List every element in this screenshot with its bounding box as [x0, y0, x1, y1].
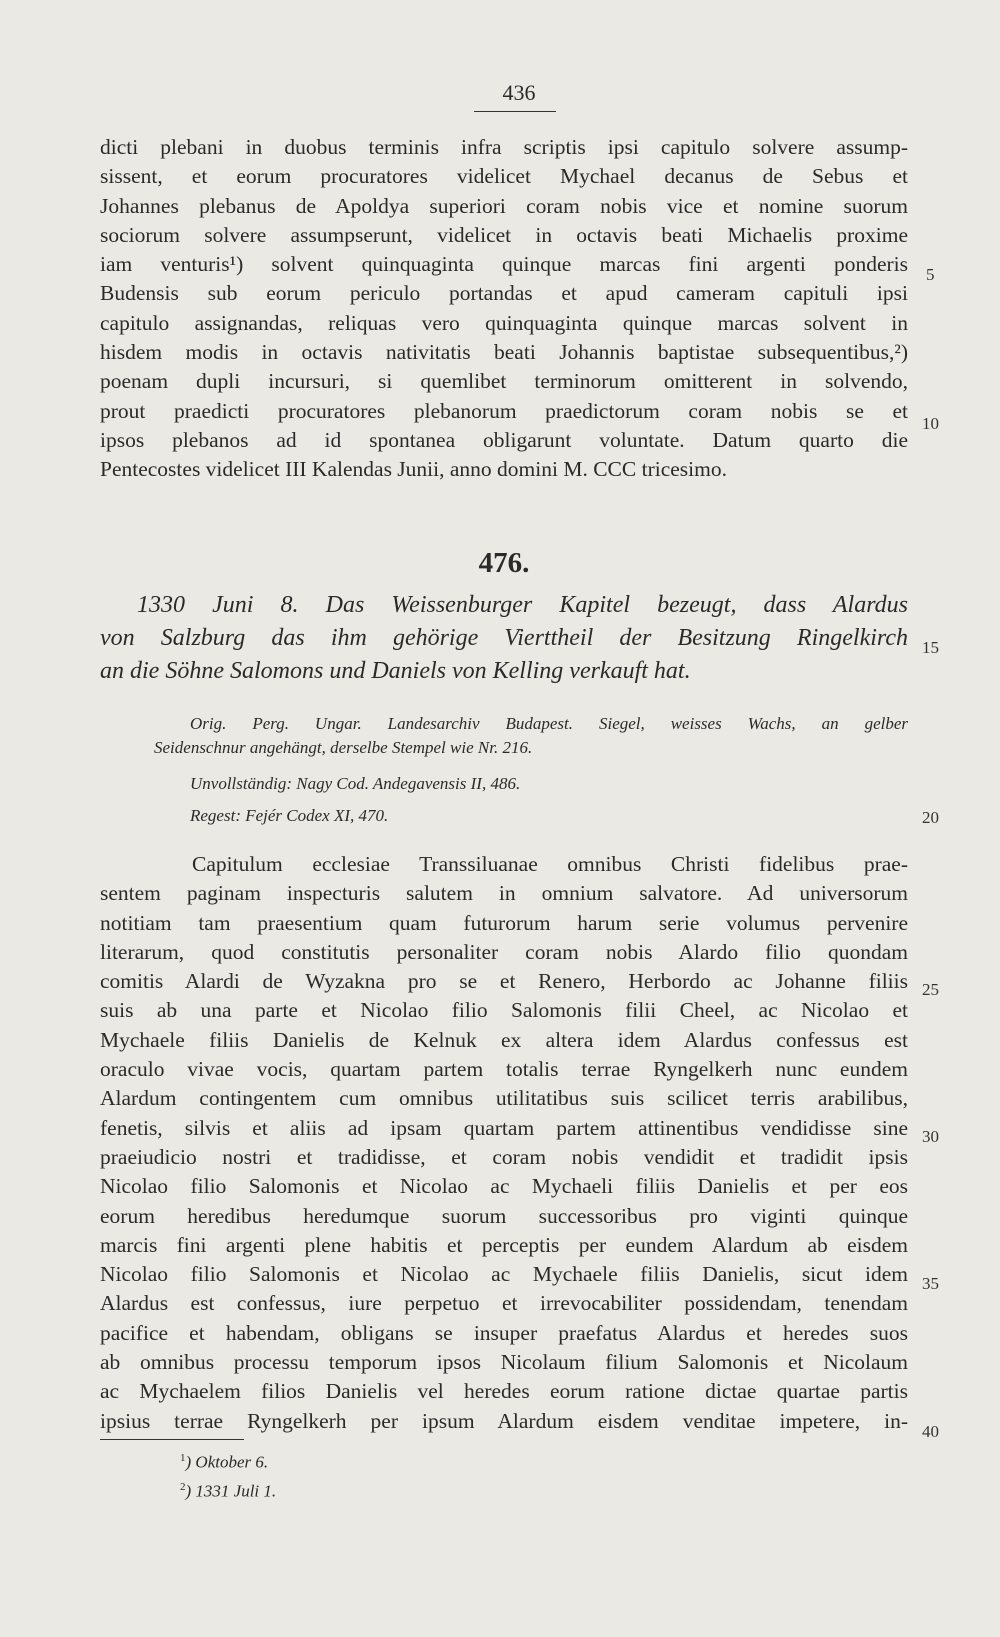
text-line: ac Mychaelem filios Danielis vel heredes eorum ratione dictae quartae partis: [100, 1379, 908, 1404]
text-line: iam venturis¹) solvent quinquaginta quinque marcas fini argenti ponderis: [100, 252, 908, 277]
text-line: oraculo vivae vocis, quartam partem totalis terrae Ryngelkerh nunc eundem: [100, 1057, 908, 1082]
archival-note-continued: [154, 736, 908, 760]
text-line: dicti plebani in duobus terminis infra scriptis ipsi capitulo solvere assump-: [100, 135, 908, 159]
footnote: [180, 1446, 276, 1475]
document-summary: [100, 589, 908, 688]
footnote-mark: 1: [180, 1452, 186, 1464]
footnote-text: ) Oktober 6.: [185, 1452, 269, 1472]
text-line: Pentecostes videlicet III Kalendas Junii, anno domini M. CCC tricesimo.: [100, 457, 727, 482]
text-line: marcis fini argenti plene habitis et perceptis per eundem Alardum ab eisdem: [100, 1232, 908, 1257]
text-line: Mychaele filiis Danielis de Kelnuk ex altera idem Alardus confessus est: [100, 1027, 908, 1052]
footnote-rule: [100, 1439, 244, 1440]
note-line: Orig. Perg. Ungar. Landesarchiv Budapest. Siegel, weisses Wachs, an gelber: [190, 714, 908, 733]
summary-line: von Salzburg das ihm gehörige Vierttheil der Besitzung Ringelkirch: [100, 625, 908, 651]
line-number: 20: [922, 808, 939, 827]
note-line: Regest: Fejér Codex XI, 470.: [190, 806, 389, 825]
text-line: capitulo assignandas, reliquas vero quinquaginta quinque marcas solvent in: [100, 310, 908, 335]
text-line: pacifice et habendam, obligans se insuper praefatus Alardus et heredes suos: [100, 1320, 908, 1345]
footnote-text: ) 1331 Juli 1.: [185, 1481, 277, 1501]
continuation-paragraph: [100, 133, 908, 485]
footnote-mark: 2: [180, 1480, 186, 1493]
footnotes: [180, 1446, 276, 1503]
text-line: notitiam tam praesentium quam futurorum harum serie volumus pervenire: [100, 910, 908, 935]
text-line: prout praedicti procuratores plebanorum praedictorum coram nobis se et: [100, 398, 908, 423]
line-number: 5: [926, 265, 935, 284]
text-line: Nicolao filio Salomonis et Nicolao ac Mychaeli filiis Danielis et per eos: [100, 1174, 908, 1199]
text-line: fenetis, silvis et aliis ad ipsam quartam partem attinentibus vendidisse sine: [100, 1115, 908, 1140]
text-line: ipsius terrae Ryngelkerh per ipsum Alardum eisdem venditae impetere, in-: [100, 1408, 908, 1433]
edition-note: [190, 772, 890, 796]
line-number: 25: [922, 980, 939, 999]
text-line: Alardus est confessus, iure perpetuo et irrevocabiliter possidendam, tenendam: [100, 1291, 908, 1316]
text-line: Nicolao filio Salomonis et Nicolao ac Mychaele filiis Danielis, sicut idem: [100, 1262, 908, 1287]
page-number-rule: [474, 111, 556, 112]
text-line: ab omnibus processu temporum ipsos Nicolaum filium Salomonis et Nicolaum: [100, 1350, 908, 1375]
text-line: Johannes plebanus de Apoldya superiori coram nobis vice et nomine suorum: [100, 193, 908, 218]
text-line: comitis Alardi de Wyzakna pro se et Renero, Herbordo ac Johanne filiis: [100, 969, 908, 994]
text-line: sentem paginam inspecturis salutem in omnium salvatore. Ad universorum: [100, 881, 908, 906]
text-line: hisdem modis in octavis nativitatis beati Johannis baptistae subsequentibus,²): [100, 340, 908, 365]
page-number: 436: [502, 80, 536, 105]
text-line: poenam dupli incursuri, si quemlibet terminorum omitterent in solvendo,: [100, 369, 908, 394]
text-line: ipsos plebanos ad id spontanea obligarunt voluntate. Datum quarto die: [100, 427, 908, 452]
text-line: Budensis sub eorum periculo portandas et apud cameram capituli ipsi: [100, 281, 908, 306]
note-line: Seidenschnur angehängt, derselbe Stempel wie Nr. 216.: [154, 738, 533, 757]
regest-note: [190, 804, 890, 828]
text-line: Capitulum ecclesiae Transsiluanae omnibus Christi fidelibus prae-: [192, 852, 908, 876]
text-line: eorum heredibus heredumque suorum successoribus pro viginti quinque: [100, 1203, 908, 1228]
text-line: praeiudicio nostri et tradidisse, et coram nobis vendidit et tradidit ipsis: [100, 1144, 908, 1169]
summary-line: an die Söhne Salomons und Daniels von Kelling verkauft hat.: [100, 658, 691, 684]
footnote: [180, 1475, 276, 1504]
document-number: 476.: [478, 547, 530, 579]
text-line: literarum, quod constitutis personaliter coram nobis Alardo filio quondam: [100, 939, 908, 964]
note-line: Unvollständig: Nagy Cod. Andegavensis II, 486.: [190, 774, 521, 793]
line-number: 15: [922, 638, 939, 657]
charter-text: [100, 850, 908, 1436]
line-number: 40: [922, 1422, 939, 1441]
line-number: 35: [922, 1274, 939, 1293]
text-line: Alardum contingentem cum omnibus utilitatibus suis scilicet terris arabilibus,: [100, 1086, 908, 1111]
text-line: suis ab una parte et Nicolao filio Salomonis filii Cheel, ac Nicolao et: [100, 998, 908, 1023]
line-number: 10: [922, 414, 939, 433]
line-number: 30: [922, 1127, 939, 1146]
summary-line: 1330 Juni 8. Das Weissenburger Kapitel bezeugt, dass Alardus: [137, 592, 908, 618]
text-line: sissent, et eorum procuratores videlicet Mychael decanus de Sebus et: [100, 164, 908, 189]
text-line: sociorum solvere assumpserunt, videlicet in octavis beati Michaelis proxime: [100, 222, 908, 247]
archival-note: [190, 712, 908, 736]
